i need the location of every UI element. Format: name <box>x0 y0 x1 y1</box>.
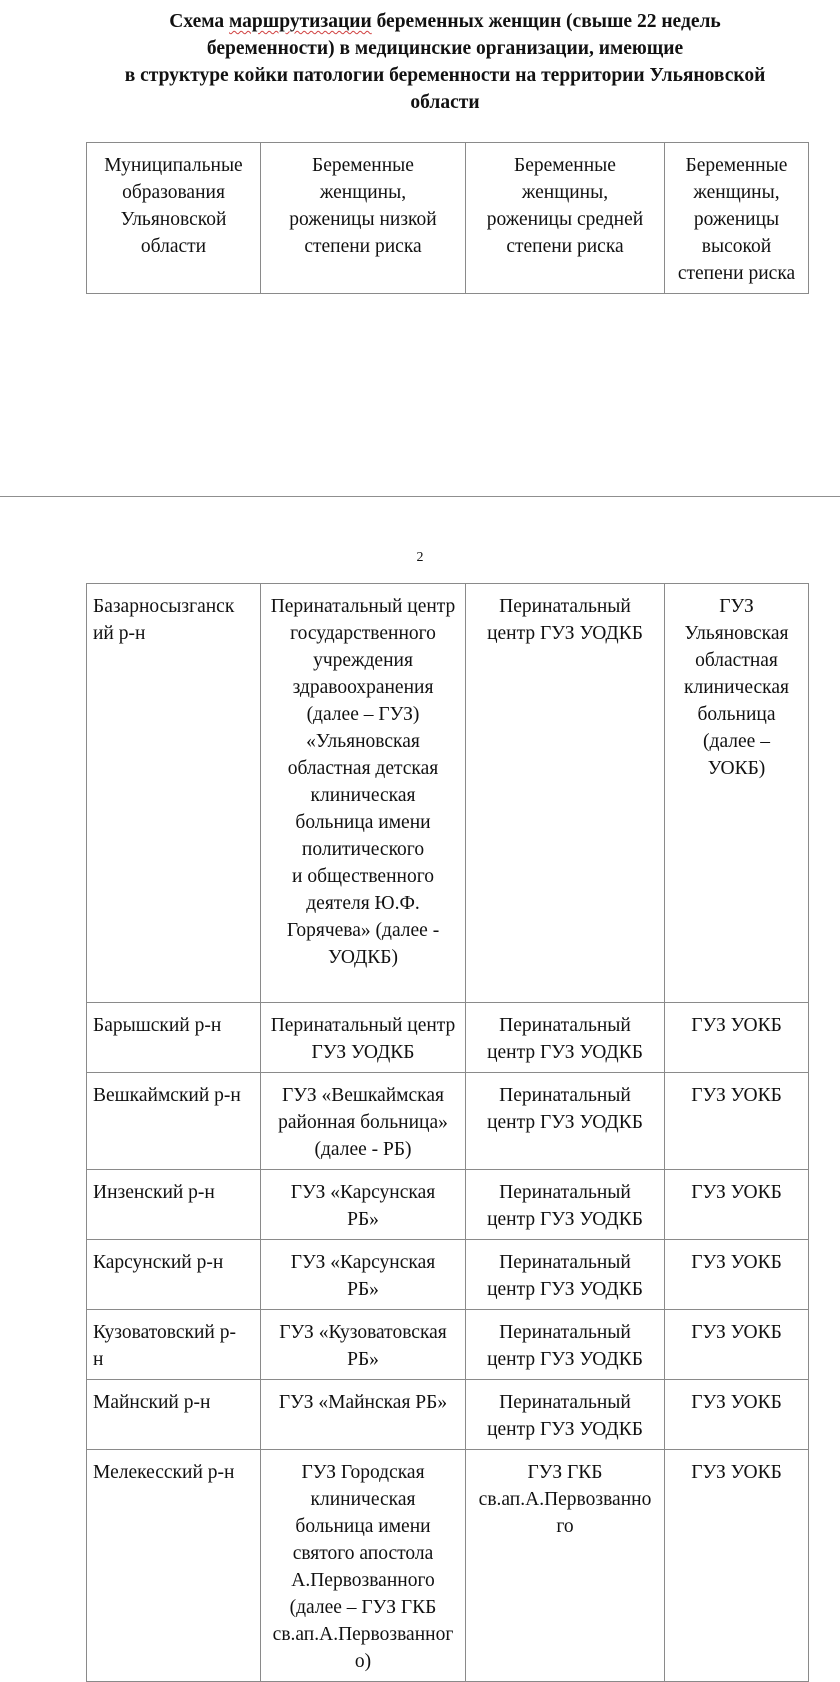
routing-table <box>86 583 809 1682</box>
cell-text-line: ГУЗ УОДКБ <box>311 1042 415 1063</box>
title-line-3: в структуре койки патологии беременности на территории Ульяновской <box>124 65 766 86</box>
district-cell <box>87 1380 261 1450</box>
cell-text-line: ГУЗ УОКБ <box>691 1182 782 1203</box>
high-risk-cell <box>665 1170 809 1240</box>
cell-text-line: Карсунский р-н <box>93 1252 224 1273</box>
cell-text-line: ГУЗ «Карсунская <box>290 1182 436 1203</box>
low-risk-cell <box>261 1003 466 1073</box>
cell-text-line: здравоохранения <box>292 677 434 698</box>
table-row <box>87 1450 809 1682</box>
high-risk-cell <box>665 1450 809 1682</box>
cell-text-line: ГУЗ УОКБ <box>691 1015 782 1036</box>
cell-text-line: ГУЗ «Вешкаймская <box>282 1085 444 1106</box>
cell-text-line: ГУЗ УОКБ <box>691 1392 782 1413</box>
header-row <box>87 143 809 294</box>
cell-text-line: центр ГУЗ УОДКБ <box>487 1042 643 1063</box>
cell-text-line: (далее – <box>703 731 770 752</box>
title-line-1: Схема маршрутизации беременных женщин (свыше 22 недель <box>169 11 721 32</box>
spellcheck-underlined-word: маршрутизации <box>229 11 372 32</box>
cell-text-line: Ульяновская <box>684 623 789 644</box>
medium-risk-cell <box>466 1073 665 1170</box>
medium-risk-cell <box>466 1170 665 1240</box>
high-risk-cell <box>665 1310 809 1380</box>
routing-table-body <box>87 584 809 1682</box>
table-row <box>87 1310 809 1380</box>
medium-risk-cell <box>466 1240 665 1310</box>
low-risk-cell <box>261 1073 466 1170</box>
cell-text-line: Перинатальный <box>499 1322 631 1343</box>
cell-text-line: областная детская <box>287 758 439 779</box>
title-line-4: области <box>410 92 480 113</box>
medium-risk-cell <box>466 584 665 1003</box>
cell-text-line: ГУЗ «Карсунская <box>290 1252 436 1273</box>
header-medium-risk: Беременные женщины, роженицы средней степени риска <box>466 143 665 294</box>
page-number: 2 <box>416 550 424 565</box>
table-row <box>87 1073 809 1170</box>
cell-text-line: районная больница» <box>278 1112 448 1133</box>
cell-text-line: ГУЗ УОКБ <box>691 1462 782 1483</box>
high-risk-cell <box>665 1073 809 1170</box>
cell-text-line: ий р-н <box>93 623 146 644</box>
title-line-2: беременности) в медицинские организации, имеющие <box>206 38 684 59</box>
cell-text-line: больница имени <box>295 812 431 833</box>
high-risk-cell <box>665 1240 809 1310</box>
district-cell <box>87 1003 261 1073</box>
cell-text-line: Перинатальный <box>499 1182 631 1203</box>
low-risk-cell <box>261 1170 466 1240</box>
medium-risk-cell <box>466 1310 665 1380</box>
cell-text-line: о) <box>354 1651 372 1672</box>
cell-text-line: центр ГУЗ УОДКБ <box>487 1419 643 1440</box>
cell-text-line: центр ГУЗ УОДКБ <box>487 1112 643 1133</box>
cell-text-line: клиническая <box>310 1489 416 1510</box>
cell-text-line: учреждения <box>313 650 413 671</box>
table-row <box>87 584 809 1003</box>
low-risk-cell <box>261 584 466 1003</box>
cell-text-line: ГУЗ «Майнская РБ» <box>278 1392 448 1413</box>
cell-text-line: ГУЗ УОКБ <box>691 1085 782 1106</box>
cell-text-line: «Ульяновская <box>306 731 420 752</box>
cell-text-line: св.ап.А.Первозванно <box>478 1489 652 1510</box>
cell-text-line: больница <box>697 704 776 725</box>
cell-text-line: (далее - РБ) <box>314 1139 412 1160</box>
cell-text-line: ГУЗ ГКБ <box>527 1462 603 1483</box>
cell-text-line: центр ГУЗ УОДКБ <box>487 623 643 644</box>
table-row <box>87 1240 809 1310</box>
document-title <box>60 8 830 116</box>
cell-text-line: Кузоватовский р- <box>93 1322 236 1343</box>
low-risk-cell <box>261 1450 466 1682</box>
medium-risk-cell <box>466 1003 665 1073</box>
district-cell <box>87 1073 261 1170</box>
cell-text-line: А.Первозванного <box>291 1570 435 1591</box>
cell-text-line: областная <box>695 650 778 671</box>
cell-text-line: Перинатальный <box>499 596 631 617</box>
district-cell <box>87 584 261 1003</box>
cell-text-line: деятеля Ю.Ф. <box>306 893 420 914</box>
cell-text-line: Майнский р-н <box>93 1392 211 1413</box>
cell-text-line: РБ» <box>347 1279 379 1300</box>
district-cell <box>87 1240 261 1310</box>
cell-text-line: РБ» <box>347 1209 379 1230</box>
cell-text-line: Вешкаймский р-н <box>93 1085 241 1106</box>
cell-text-line: Базарносызганск <box>93 596 235 617</box>
cell-text-line: Перинатальный <box>499 1015 631 1036</box>
cell-text-line: Перинатальный <box>499 1085 631 1106</box>
cell-text-line: ГУЗ Городская <box>301 1462 425 1483</box>
table-row <box>87 1380 809 1450</box>
cell-text-line: ГУЗ <box>719 596 754 617</box>
header-municipal: Муниципальные образования Ульяновской области <box>87 143 261 294</box>
district-cell <box>87 1450 261 1682</box>
cell-text-line: клиническая <box>684 677 789 698</box>
table-row <box>87 1170 809 1240</box>
cell-text-line: ГУЗ «Кузоватовская <box>279 1322 447 1343</box>
district-cell <box>87 1310 261 1380</box>
cell-text-line: св.ап.А.Первозванног <box>272 1624 454 1645</box>
cell-text-line: УОДКБ) <box>328 947 398 968</box>
high-risk-cell <box>665 1380 809 1450</box>
cell-text-line: УОКБ) <box>707 758 766 779</box>
low-risk-cell <box>261 1310 466 1380</box>
medium-risk-cell <box>466 1450 665 1682</box>
cell-text-line: Мелекесский р-н <box>93 1462 235 1483</box>
district-cell <box>87 1170 261 1240</box>
low-risk-cell <box>261 1380 466 1450</box>
cell-text-line: Инзенский р-н <box>93 1182 215 1203</box>
page-break-divider <box>0 496 840 497</box>
cell-text-line: ГУЗ УОКБ <box>691 1252 782 1273</box>
table-row <box>87 1003 809 1073</box>
cell-text-line: (далее – ГУЗ) <box>306 704 420 725</box>
cell-text-line: РБ» <box>347 1349 379 1370</box>
cell-text-line: центр ГУЗ УОДКБ <box>487 1349 643 1370</box>
cell-text-line: и общественного <box>292 866 434 887</box>
cell-text-line: Перинатальный центр <box>270 596 456 617</box>
low-risk-cell <box>261 1240 466 1310</box>
cell-text-line: государственного <box>290 623 436 644</box>
cell-text-line: Перинатальный центр <box>270 1015 456 1036</box>
cell-text-line: святого апостола <box>292 1543 434 1564</box>
cell-text-line: ГУЗ УОКБ <box>691 1322 782 1343</box>
cell-text-line: (далее – ГУЗ ГКБ <box>289 1597 437 1618</box>
high-risk-cell <box>665 584 809 1003</box>
cell-text-line: Барышский р-н <box>93 1015 222 1036</box>
cell-text-line: больница имени <box>295 1516 431 1537</box>
cell-text-line: клиническая <box>310 785 416 806</box>
cell-text-line: центр ГУЗ УОДКБ <box>487 1279 643 1300</box>
high-risk-cell <box>665 1003 809 1073</box>
header-table <box>86 142 809 294</box>
cell-text-line: го <box>556 1516 574 1537</box>
cell-text-line: политического <box>301 839 425 860</box>
cell-text-line: центр ГУЗ УОДКБ <box>487 1209 643 1230</box>
medium-risk-cell <box>466 1380 665 1450</box>
cell-text-line: н <box>93 1349 104 1370</box>
cell-text-line: Перинатальный <box>499 1392 631 1413</box>
header-high-risk: Беременные женщины, роженицы высокой степени риска <box>665 143 809 294</box>
header-low-risk: Беременные женщины, роженицы низкой степени риска <box>261 143 466 294</box>
cell-text-line: Перинатальный <box>499 1252 631 1273</box>
cell-text-line: Горячева» (далее - <box>286 920 440 941</box>
